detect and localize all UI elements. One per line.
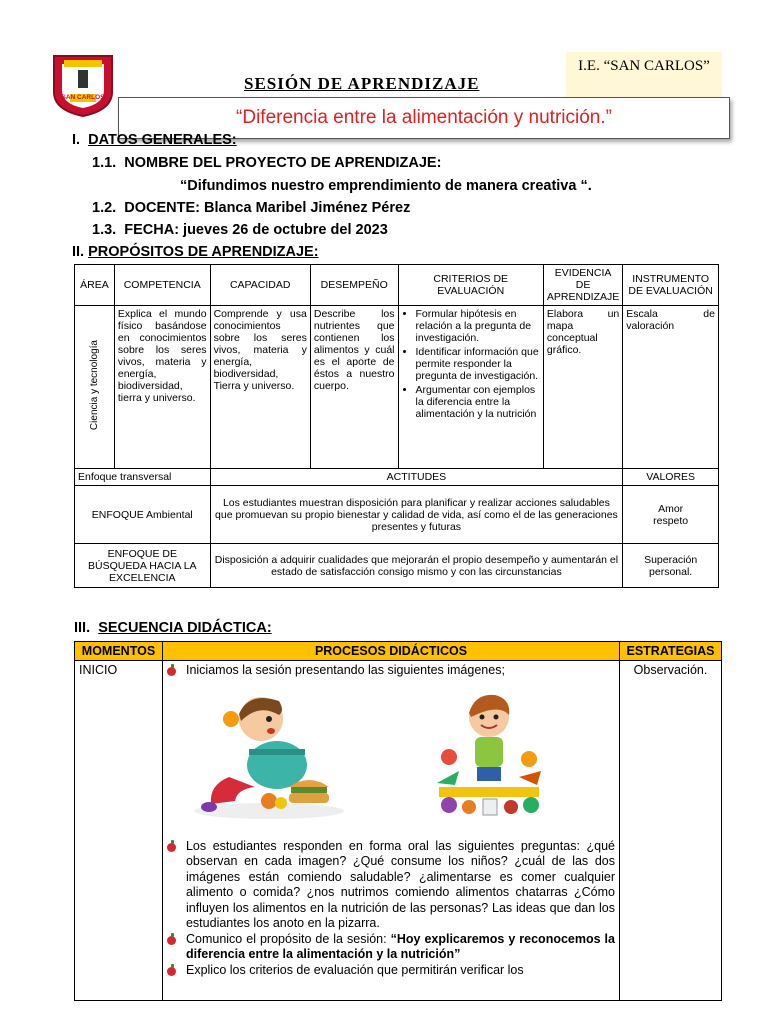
enfoque-1: ENFOQUE Ambiental xyxy=(75,486,211,544)
sequence-heading-num: III. xyxy=(74,620,91,636)
school-name-box xyxy=(566,52,722,100)
teacher-num: 1.2. xyxy=(92,200,117,216)
purposes-heading-text: PROPÓSITOS DE APRENDIZAJE: xyxy=(88,244,319,260)
session-heading: SESIÓN DE APRENDIZAJE xyxy=(244,74,480,93)
illustrations xyxy=(167,685,615,835)
col-estrategias: ESTRATEGIAS xyxy=(620,642,722,661)
sequence-heading xyxy=(74,620,272,636)
valor-1b: respeto xyxy=(653,514,689,527)
col-capacidad: CAPACIDAD xyxy=(210,265,310,306)
sequence-header-row xyxy=(75,642,722,661)
step-2: Los estudiantes responden en forma oral las siguientes preguntas: ¿qué observan en cada imagen? ¿Qué consume los niños? ¿cuál de las dos imágenes están comiendo saludable? ¿alimentarse es comer cualquier alimento o comida? ¿nos nutrimos comiendo alimentos chatarras ¿Cómo influyen los alimentos en la nutrición de las personas? Las ideas que dan los estudiantes los anoto en la pizarra. xyxy=(167,839,615,932)
capacidad: Comprende y usa conocimientos sobre los seres vivos, materia y energía, biodiversidad, Tierra y universo. xyxy=(210,306,310,469)
purposes-heading-num: II. xyxy=(72,244,85,260)
criterio-2: • Identificar información que permite responder la pregunta de investigación. xyxy=(416,346,540,382)
actitud-1: Los estudiantes muestran disposición para planificar y realizar acciones saludables que promuevan su propio bienestar y calidad de vida, así como el de las generaciones presentes y futuras xyxy=(210,486,623,544)
teacher-row xyxy=(92,200,410,216)
apple-bullet-icon xyxy=(167,667,176,676)
step-3-prefix: Comunico el propósito de la sesión: xyxy=(185,931,391,946)
general-heading xyxy=(72,132,237,148)
general-heading-text: DATOS GENERALES: xyxy=(88,132,237,148)
competencia: Explica el mundo físico basándose en conocimientos sobre los seres vivos, materia y energía, biodiversidad, tierra y universo. xyxy=(114,306,210,469)
healthy-food-boy-illustration xyxy=(419,687,559,827)
project-name: “Difundimos nuestro emprendimiento de manera creativa “. xyxy=(180,178,592,194)
step-4: Explico los criterios de evaluación que permitirán verificar los xyxy=(167,963,615,979)
col-desempeno: DESEMPEÑO xyxy=(310,265,398,306)
col-area: ÁREA xyxy=(75,265,115,306)
step-3 xyxy=(167,932,615,963)
area: Ciencia y tecnología xyxy=(88,340,100,431)
valor-1 xyxy=(623,486,719,544)
transversal-header-row xyxy=(75,469,719,486)
col-momentos: MOMENTOS xyxy=(75,642,163,661)
school-logo xyxy=(50,52,116,118)
valor-1a: Amor xyxy=(658,502,684,515)
col-criterios: CRITERIOS DE EVALUACIÓN xyxy=(398,265,543,306)
purposes-table xyxy=(74,264,719,588)
desempeno: Describe los nutrientes que contienen los alimentos y cuál es el aporte de éstos a nuestro cuerpo. xyxy=(310,306,398,469)
instrumento: Escala de valoración xyxy=(623,306,719,469)
criterio-1: • Formular hipótesis en relación a la pregunta de investigación. xyxy=(416,308,540,344)
step-3-purpose: “Hoy explicaremos y reconocemos la diferencia entre la alimentación y la nutrición” xyxy=(185,931,615,961)
col-instrumento: INSTRUMENTO DE EVALUACIÓN xyxy=(623,265,719,306)
school-name: I.E. “SAN CARLOS” xyxy=(578,58,710,74)
date-num: 1.3. xyxy=(92,222,117,238)
col-evidencia: EVIDENCIA DE APRENDIZAJE xyxy=(543,265,622,306)
logo-text: SAN CARLOS xyxy=(61,94,105,101)
date: FECHA: jueves 26 de octubre del 2023 xyxy=(124,222,388,238)
col-procesos: PROCESOS DIDÁCTICOS xyxy=(162,642,619,661)
project-num: 1.1. xyxy=(92,155,117,171)
enfoque-row-1 xyxy=(75,486,719,544)
procesos-cell xyxy=(162,661,619,1001)
purposes-header-row xyxy=(75,265,719,306)
project-label: NOMBRE DEL PROYECTO DE APRENDIZAJE: xyxy=(124,155,442,171)
valores-header: VALORES xyxy=(623,469,719,486)
valor-2: Superación personal. xyxy=(623,544,719,588)
criterio-3: • Argumentar con ejemplos la diferencia entre la alimentación y la nutrición xyxy=(416,384,540,420)
apple-bullet-icon xyxy=(167,967,176,976)
purposes-heading xyxy=(72,244,319,260)
general-heading-num: I. xyxy=(72,132,81,148)
session-title: “Diferencia entre la alimentación y nutrición.” xyxy=(118,97,730,139)
sequence-table xyxy=(74,641,722,1001)
purposes-body-row xyxy=(75,306,719,469)
moment-inicio: INICIO xyxy=(75,661,163,1001)
sequence-inicio-row xyxy=(75,661,722,1001)
enfoque-2: ENFOQUE DE BÚSQUEDA HACIA LA EXCELENCIA xyxy=(75,544,211,588)
junk-food-boy-illustration xyxy=(189,689,349,824)
date-row xyxy=(92,222,388,238)
sequence-heading-text: SECUENCIA DIDÁCTICA: xyxy=(98,620,272,636)
apple-bullet-icon xyxy=(167,843,176,852)
actitudes-header: ACTITUDES xyxy=(210,469,623,486)
teacher: DOCENTE: Blanca Maribel Jiménez Pérez xyxy=(124,200,411,216)
strategy: Observación. xyxy=(620,661,722,1001)
project-row xyxy=(92,155,441,171)
evidencia: Elabora un mapa conceptual gráfico. xyxy=(543,306,622,469)
step-1: Iniciamos la sesión presentando las siguientes imágenes; xyxy=(167,663,615,679)
transversal-header: Enfoque transversal xyxy=(75,469,211,486)
criterios xyxy=(398,306,543,469)
apple-bullet-icon xyxy=(167,936,176,945)
col-competencia: COMPETENCIA xyxy=(114,265,210,306)
actitud-2: Disposición a adquirir cualidades que mejorarán el propio desempeño y aumentarán el estado de satisfacción consigo mismo y con las circunstancias xyxy=(210,544,623,588)
enfoque-row-2 xyxy=(75,544,719,588)
